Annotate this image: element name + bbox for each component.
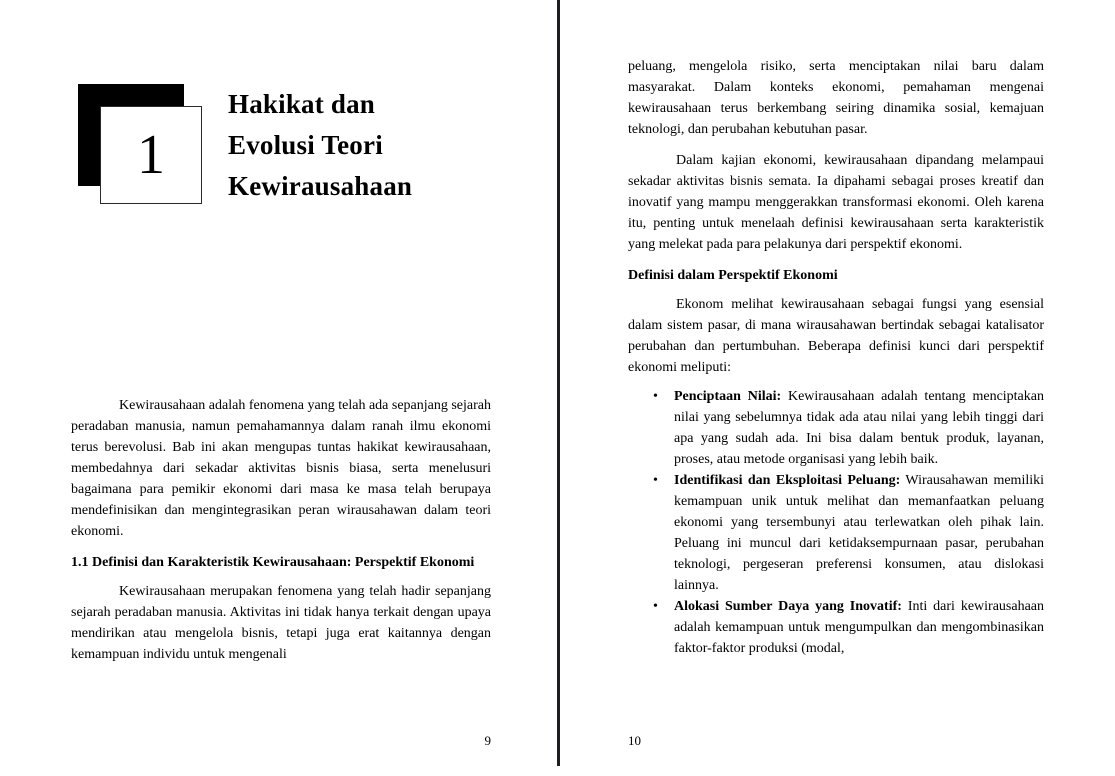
paragraph: Kewirausahaan adalah fenomena yang telah ada sepanjang sejarah peradaban manusia, namun pemahamannya dalam ranah ilmu ekonomi terus berevolusi. Bab ini akan mengupas tuntas hakikat kewirausahaan, membedahnya dari sekadar aktivitas bisnis biasa, serta menelusuri bagaimana para pemikir ekonomi dari masa ke masa telah berupaya mendefinisikan dan mengintegrasikan peran wirausahawan dalam teori ekonomi.	[71, 398, 491, 539]
list-item-lead: Penciptaan Nilai:	[674, 389, 782, 404]
chapter-opener	[0, 0, 557, 230]
definition-bullet-list	[628, 386, 1044, 659]
paragraph: Dalam kajian ekonomi, kewirausahaan dipandang melampaui sekadar aktivitas bisnis semata. Ia dipahami sebagai proses kreatif dan inovatif yang mampu menggerakkan transformasi ekonomi. Oleh karena itu, penting untuk menelaah definisi kewirausahaan serta karakteristik yang melekat pada para pelakunya dari perspektif ekonomi.	[628, 153, 1044, 252]
chapter-number-box	[100, 106, 202, 204]
left-page	[0, 0, 557, 776]
right-page-body	[628, 56, 1044, 659]
list-item	[628, 596, 1044, 659]
list-item	[628, 386, 1044, 470]
chapter-number: 1	[137, 124, 165, 186]
bullet-icon: •	[653, 473, 658, 488]
chapter-title-line-3: Kewirausahaan	[228, 171, 413, 201]
page-number: 10	[628, 733, 641, 748]
chapter-title-line-1: Hakikat dan	[228, 89, 376, 119]
bullet-icon: •	[653, 389, 658, 404]
bullet-icon: •	[653, 599, 658, 614]
left-page-body	[71, 395, 491, 665]
spacer	[628, 255, 1044, 265]
list-item-lead: Alokasi Sumber Daya yang Inovatif:	[674, 599, 902, 614]
sub-heading: Definisi dalam Perspektif Ekonomi	[628, 268, 838, 283]
spacer	[71, 542, 491, 552]
spacer	[71, 573, 491, 581]
spacer	[628, 140, 1044, 150]
spacer	[628, 378, 1044, 386]
chapter-title	[228, 84, 528, 207]
page-number: 9	[484, 733, 491, 748]
paragraph: Ekonom melihat kewirausahaan sebagai fungsi yang esensial dalam sistem pasar, di mana wirausahawan bertindak sebagai katalisator perubahan dan pertumbuhan. Beberapa definisi kunci dari perspektif ekonomi meliputi:	[628, 297, 1044, 375]
list-item	[628, 470, 1044, 596]
list-item-text: Inti dari kewirausahaan adalah kemampuan untuk mengumpulkan dan mengombinasikan faktor-faktor produksi (modal,	[674, 599, 1045, 656]
section-heading: 1.1 Definisi dan Karakteristik Kewirausahaan: Perspektif Ekonomi	[71, 555, 475, 570]
paragraph: peluang, mengelola risiko, serta menciptakan nilai baru dalam masyarakat. Dalam konteks ekonomi, pemahaman mengenai kewirausahaan terus berkembang seiring dinamika sosial, kemajuan teknologi, dan perubahan kebutuhan pasar.	[628, 59, 1044, 137]
list-item-text: Wirausahawan memiliki kemampuan unik untuk melihat dan memanfaatkan peluang ekonomi yang tersembunyi atau terlewatkan oleh pihak lain. Peluang ini muncul dari ketidaksempurnaan pasar, perubahan teknologi, pergeseran preferensi konsumen, atau dislokasi lainnya.	[674, 473, 1045, 593]
chapter-number-badge	[78, 84, 206, 208]
list-item-lead: Identifikasi dan Eksploitasi Peluang:	[674, 473, 901, 488]
spacer	[628, 286, 1044, 294]
chapter-title-line-2: Evolusi Teori	[228, 130, 383, 160]
paragraph: Kewirausahaan merupakan fenomena yang telah hadir sepanjang sejarah peradaban manusia. Aktivitas ini tidak hanya terkait dengan upaya mendirikan atau mengelola bisnis, tetapi juga erat kaitannya dengan kemampuan individu untuk mengenali	[71, 584, 491, 662]
list-item-text: Kewirausahaan adalah tentang menciptakan nilai yang sebelumnya tidak ada atau nilai yang lebih tinggi dari apa yang sudah ada. Ini bisa dalam bentuk produk, layanan, proses, atau metode organisasi yang lebih baik.	[674, 389, 1044, 467]
right-page	[560, 0, 1115, 776]
